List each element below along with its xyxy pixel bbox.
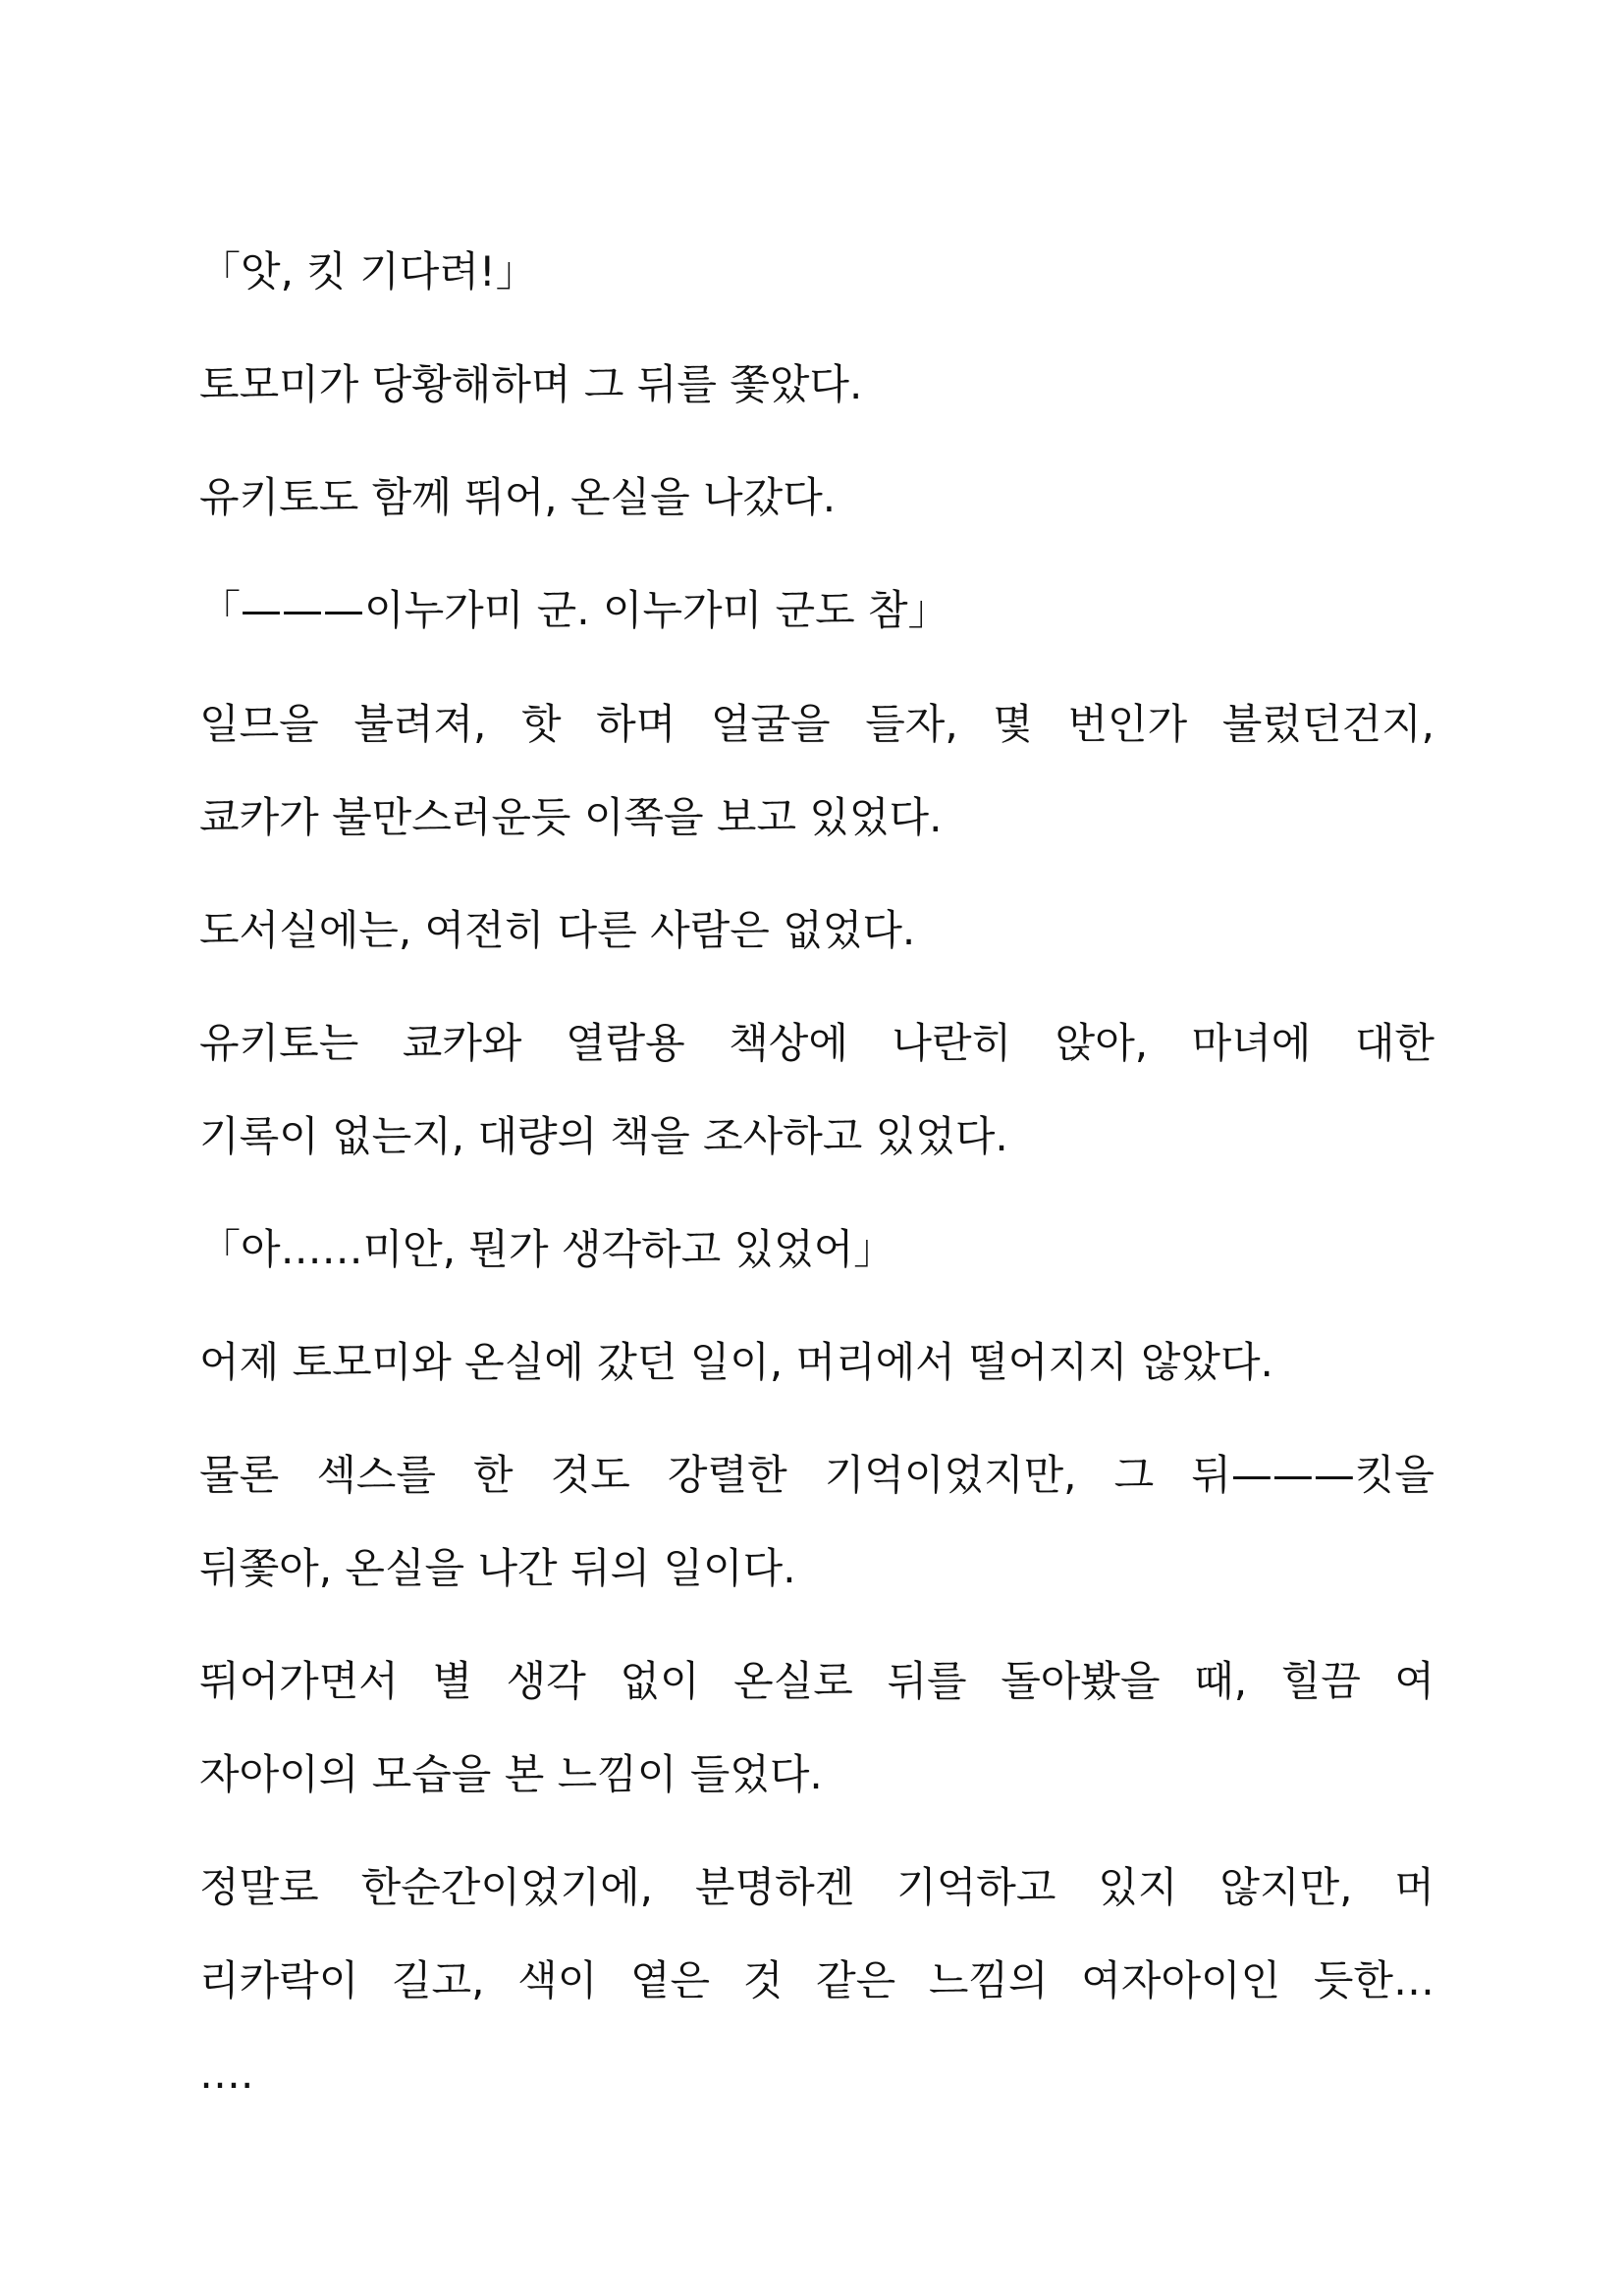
text-line: 정말로 한순간이었기에, 분명하겐 기억하고 있지 않지만, 머: [199, 1863, 1435, 1911]
text-line: 어제 토모미와 온실에 갔던 일이, 머리에서 떨어지지 않았다.: [199, 1338, 1273, 1386]
text-line: 유키토도 함께 뛰어, 온실을 나갔다.: [199, 473, 837, 521]
text-line: 유키토는 쿄카와 열람용 책상에 나란히 앉아, 마녀에 대한: [199, 1019, 1435, 1067]
text-line: 뛰어가면서 별 생각 없이 온실로 뒤를 돌아봤을 때, 힐끔 여: [199, 1657, 1435, 1705]
text-line: 쿄카가 불만스러운듯 이쪽을 보고 있었다.: [199, 793, 943, 841]
text-line: 「앗, 킷 기다려!」: [199, 247, 537, 295]
text-line: 일므을 불려져, 핫 하며 얼굴을 들자, 몇 번인가 불렀던건지,: [199, 700, 1435, 748]
text-line: 자아이의 모습을 본 느낌이 들었다.: [199, 1750, 823, 1798]
text-line: ….: [199, 2050, 254, 2098]
text-line: 도서실에는, 여전히 다른 사람은 없었다.: [199, 906, 916, 954]
text-line: 리카락이 길고, 색이 옅은 것 같은 느낌의 여자아이인 듯한…: [199, 1956, 1435, 2004]
text-line: 뒤쫓아, 온실을 나간 뒤의 일이다.: [199, 1544, 796, 1592]
text-line: 기록이 없는지, 대량의 책을 조사하고 있었다.: [199, 1112, 1008, 1160]
text-line: 물론 섹스를 한 것도 강렬한 기억이었지만, 그 뒤———킷을: [199, 1451, 1435, 1499]
text-line: 「아……미안, 뭔가 생각하고 있었어」: [199, 1225, 895, 1273]
text-line: 「———이누가미 군. 이누가미 군도 참」: [199, 586, 949, 634]
text-line: 토모미가 당황해하며 그 뒤를 쫓았다.: [199, 360, 863, 408]
